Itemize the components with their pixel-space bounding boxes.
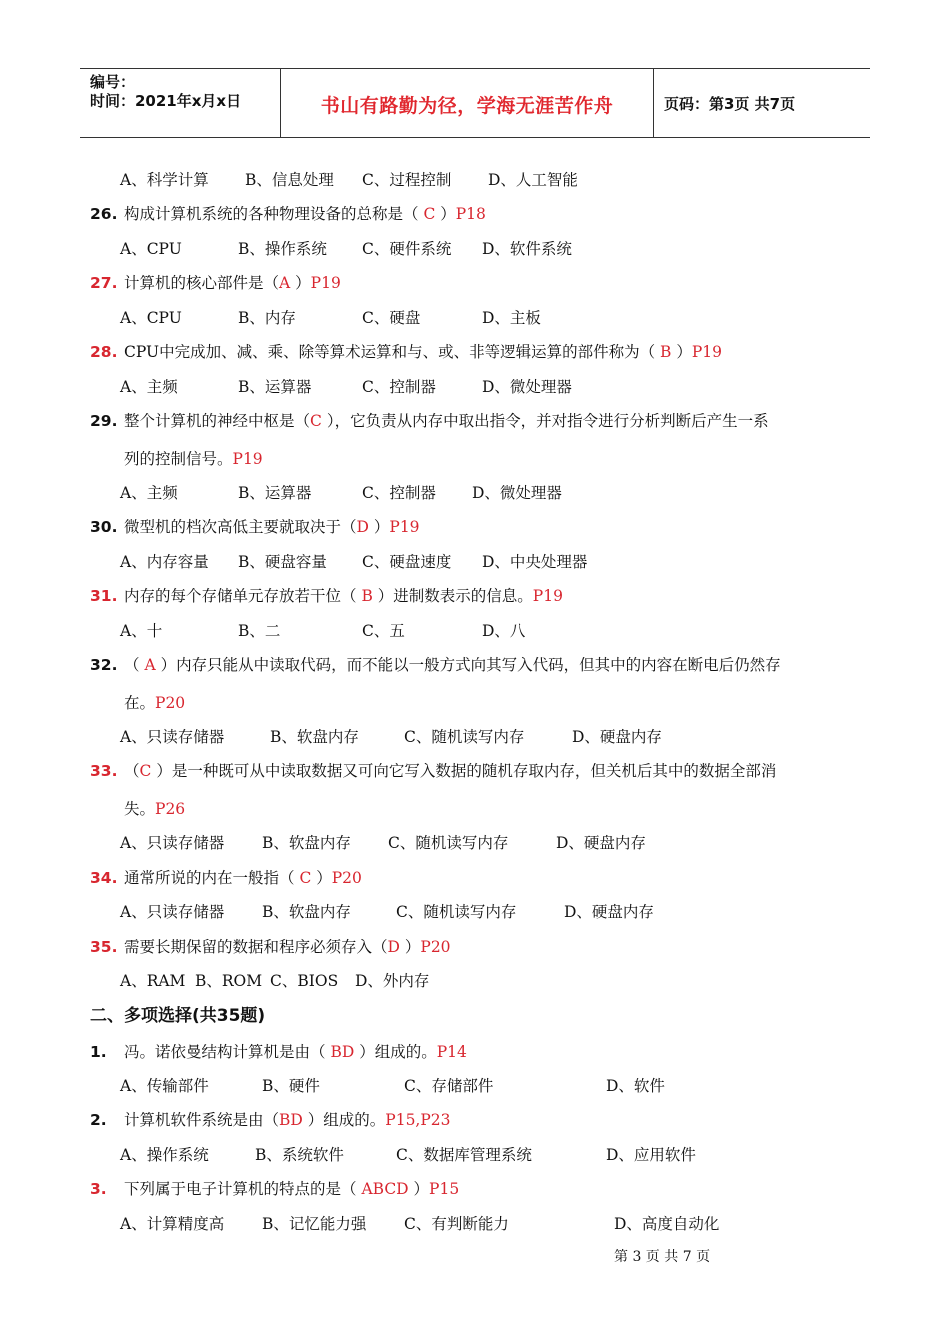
question-line [90, 754, 776, 788]
option: C、五 [362, 622, 405, 640]
question-line [90, 930, 451, 964]
option: C、控制器 [362, 484, 436, 502]
option: A、只读存储器 [120, 728, 225, 746]
option: A、主频 [120, 378, 178, 396]
page-reference: P19 [691, 343, 723, 361]
question-line [90, 1035, 467, 1069]
page-reference: P18 [455, 205, 486, 223]
question-text-end: ） [373, 518, 390, 536]
option: B、记忆能力强 [262, 1215, 367, 1233]
option: A、CPU [120, 309, 182, 327]
page-reference: P19 [310, 274, 341, 292]
option: C、过程控制 [362, 171, 452, 189]
number-label: 编号： [90, 73, 136, 91]
answer: C [310, 412, 327, 430]
option: C、硬盘速度 [362, 553, 452, 571]
question-text: 构成计算机系统的各种物理设备的总称是（ [124, 205, 419, 223]
question-text: 整个计算机的神经中枢是（ [124, 412, 311, 430]
question-text-end: ） [413, 1180, 430, 1198]
question-number: 1. [90, 1043, 107, 1061]
option: C、硬件系统 [362, 240, 452, 258]
question-continuation [124, 442, 263, 476]
option: A、RAM [120, 972, 186, 990]
date-label: 时间：2021年x月x日 [90, 92, 242, 110]
question-number: 30. [90, 518, 118, 536]
question-text-end: ）是一种既可从中读取数据又可向它写入数据的随机存取内存，但关机后其中的数据全部消 [156, 762, 777, 780]
option: B、系统软件 [255, 1146, 344, 1164]
question-text-end: ）组成的。 [359, 1043, 437, 1061]
question-line [90, 1172, 459, 1206]
page-reference: P14 [436, 1043, 467, 1061]
question-text: 微型机的档次高低主要就取决于（ [124, 518, 357, 536]
question-text: 下列属于电子计算机的特点的是（ [124, 1180, 357, 1198]
question-number: 28. [90, 343, 118, 361]
page-reference: P19 [232, 450, 263, 468]
question-text-end: ） [295, 274, 311, 292]
question-text-end: ） [440, 205, 456, 223]
question-text-end: ）组成的。 [307, 1111, 386, 1129]
option: D、主板 [482, 309, 541, 327]
question-line [90, 197, 486, 231]
option: A、操作系统 [120, 1146, 209, 1164]
option: A、内存容量 [120, 553, 209, 571]
option: D、软件系统 [482, 240, 572, 258]
option: C、有判断能力 [404, 1215, 509, 1233]
question-text-cont: 失。 [124, 800, 156, 818]
answer: BD [325, 1043, 360, 1061]
option: B、操作系统 [238, 240, 327, 258]
question-line [90, 266, 341, 300]
question-line [90, 1103, 451, 1137]
answer: BD [279, 1111, 308, 1129]
question-text-end: ） [404, 938, 421, 956]
question-line [90, 861, 362, 895]
option: C、随机读写内存 [396, 903, 517, 921]
header-motto-cell [281, 69, 654, 137]
question-text: 内存的每个存储单元存放若干位（ [124, 587, 357, 605]
question-text-end: ），它负责从内存中取出指令，并对指令进行分析判断后产生一系 [326, 412, 769, 430]
option: D、微处理器 [472, 484, 562, 502]
question-text: 通常所说的内在一般指（ [124, 869, 295, 887]
option: A、只读存储器 [120, 834, 225, 852]
question-number: 35. [90, 938, 118, 956]
question-line [90, 648, 781, 682]
question-number: 3. [90, 1180, 107, 1198]
question-text-cont: 在。 [124, 694, 156, 712]
question-number: 27. [90, 274, 118, 292]
option: D、软件 [606, 1077, 665, 1095]
option: A、主频 [120, 484, 178, 502]
option: D、应用软件 [606, 1146, 696, 1164]
option: B、ROM [195, 972, 263, 990]
option: B、二 [238, 622, 281, 640]
page-header [80, 68, 870, 138]
option: C、BIOS [270, 972, 339, 990]
question-number: 29. [90, 412, 118, 430]
page-reference: P19 [389, 518, 420, 536]
header-left-cell [80, 69, 281, 137]
page-reference: P15,P23 [385, 1111, 451, 1129]
option: D、硬盘内存 [556, 834, 646, 852]
option: C、存储部件 [404, 1077, 494, 1095]
option: D、外内存 [355, 972, 430, 990]
question-line [90, 404, 769, 438]
question-number: 33. [90, 762, 118, 780]
option: B、软盘内存 [262, 834, 351, 852]
answer: C [139, 762, 157, 780]
option: A、科学计算 [120, 171, 209, 189]
question-line [90, 510, 420, 544]
page-reference: P19 [532, 587, 563, 605]
question-text: （ [124, 762, 140, 780]
option: B、运算器 [238, 378, 312, 396]
question-text-end: ）内存只能从中读取代码，而不能以一般方式向其写入代码，但其中的内容在断电后仍然存 [160, 656, 781, 674]
question-text: （ [124, 656, 140, 674]
question-line [90, 579, 563, 613]
question-text: CPU中完成加、减、乘、除等算术运算和与、或、非等逻辑运算的部件称为（ [124, 343, 656, 361]
option: A、CPU [120, 240, 182, 258]
option: C、随机读写内存 [404, 728, 525, 746]
option: C、随机读写内存 [388, 834, 509, 852]
option: D、硬盘内存 [564, 903, 654, 921]
question-text-cont: 列的控制信号。 [124, 450, 233, 468]
question-number: 34. [90, 869, 118, 887]
option: B、内存 [238, 309, 296, 327]
answer: B [356, 587, 378, 605]
question-text-end: ）进制数表示的信息。 [377, 587, 533, 605]
page-reference: P26 [155, 800, 186, 818]
option: C、控制器 [362, 378, 436, 396]
page-footer: 第 3 页 共 7 页 [614, 1249, 711, 1265]
option: B、运算器 [238, 484, 312, 502]
option: B、信息处理 [245, 171, 334, 189]
answer: D [356, 518, 374, 536]
option: B、硬件 [262, 1077, 320, 1095]
motto: 书山有路勤为径，学海无涯苦作舟 [320, 95, 614, 117]
page-reference: P15 [429, 1180, 460, 1198]
answer: B [655, 343, 677, 361]
answer: C [418, 205, 441, 223]
question-text-end: ） [316, 869, 332, 887]
question-number: 31. [90, 587, 118, 605]
option: D、人工智能 [488, 171, 578, 189]
option: D、硬盘内存 [572, 728, 662, 746]
question-continuation [124, 686, 185, 720]
page-label: 页码：第3页 共7页 [664, 95, 796, 113]
option: B、硬盘容量 [238, 553, 327, 571]
question-line [90, 335, 722, 369]
option: B、软盘内存 [270, 728, 359, 746]
option: C、硬盘 [362, 309, 421, 327]
question-number: 32. [90, 656, 118, 674]
answer: C [294, 869, 317, 887]
option: A、计算精度高 [120, 1215, 225, 1233]
option: D、中央处理器 [482, 553, 588, 571]
answer: ABCD [356, 1180, 414, 1198]
option: C、数据库管理系统 [396, 1146, 532, 1164]
question-continuation [124, 792, 185, 826]
question-text: 需要长期保留的数据和程序必须存入（ [124, 938, 388, 956]
question-text: 计算机软件系统是由（ [124, 1111, 280, 1129]
question-text-end: ） [676, 343, 692, 361]
option: A、只读存储器 [120, 903, 225, 921]
answer: A [279, 274, 296, 292]
section-title: 二、多项选择(共35题) [90, 1006, 266, 1026]
option: A、十 [120, 622, 163, 640]
question-text: 冯。诺依曼结构计算机是由（ [124, 1043, 326, 1061]
page-reference: P20 [155, 694, 186, 712]
answer: A [139, 656, 161, 674]
option: D、微处理器 [482, 378, 572, 396]
question-number: 26. [90, 205, 118, 223]
page-reference: P20 [331, 869, 362, 887]
answer: D [387, 938, 405, 956]
option: D、八 [482, 622, 526, 640]
header-page-cell [654, 69, 870, 137]
question-number: 2. [90, 1111, 107, 1129]
option: A、传输部件 [120, 1077, 209, 1095]
option: D、高度自动化 [614, 1215, 720, 1233]
option: B、软盘内存 [262, 903, 351, 921]
page-reference: P20 [420, 938, 451, 956]
question-text: 计算机的核心部件是（ [124, 274, 280, 292]
